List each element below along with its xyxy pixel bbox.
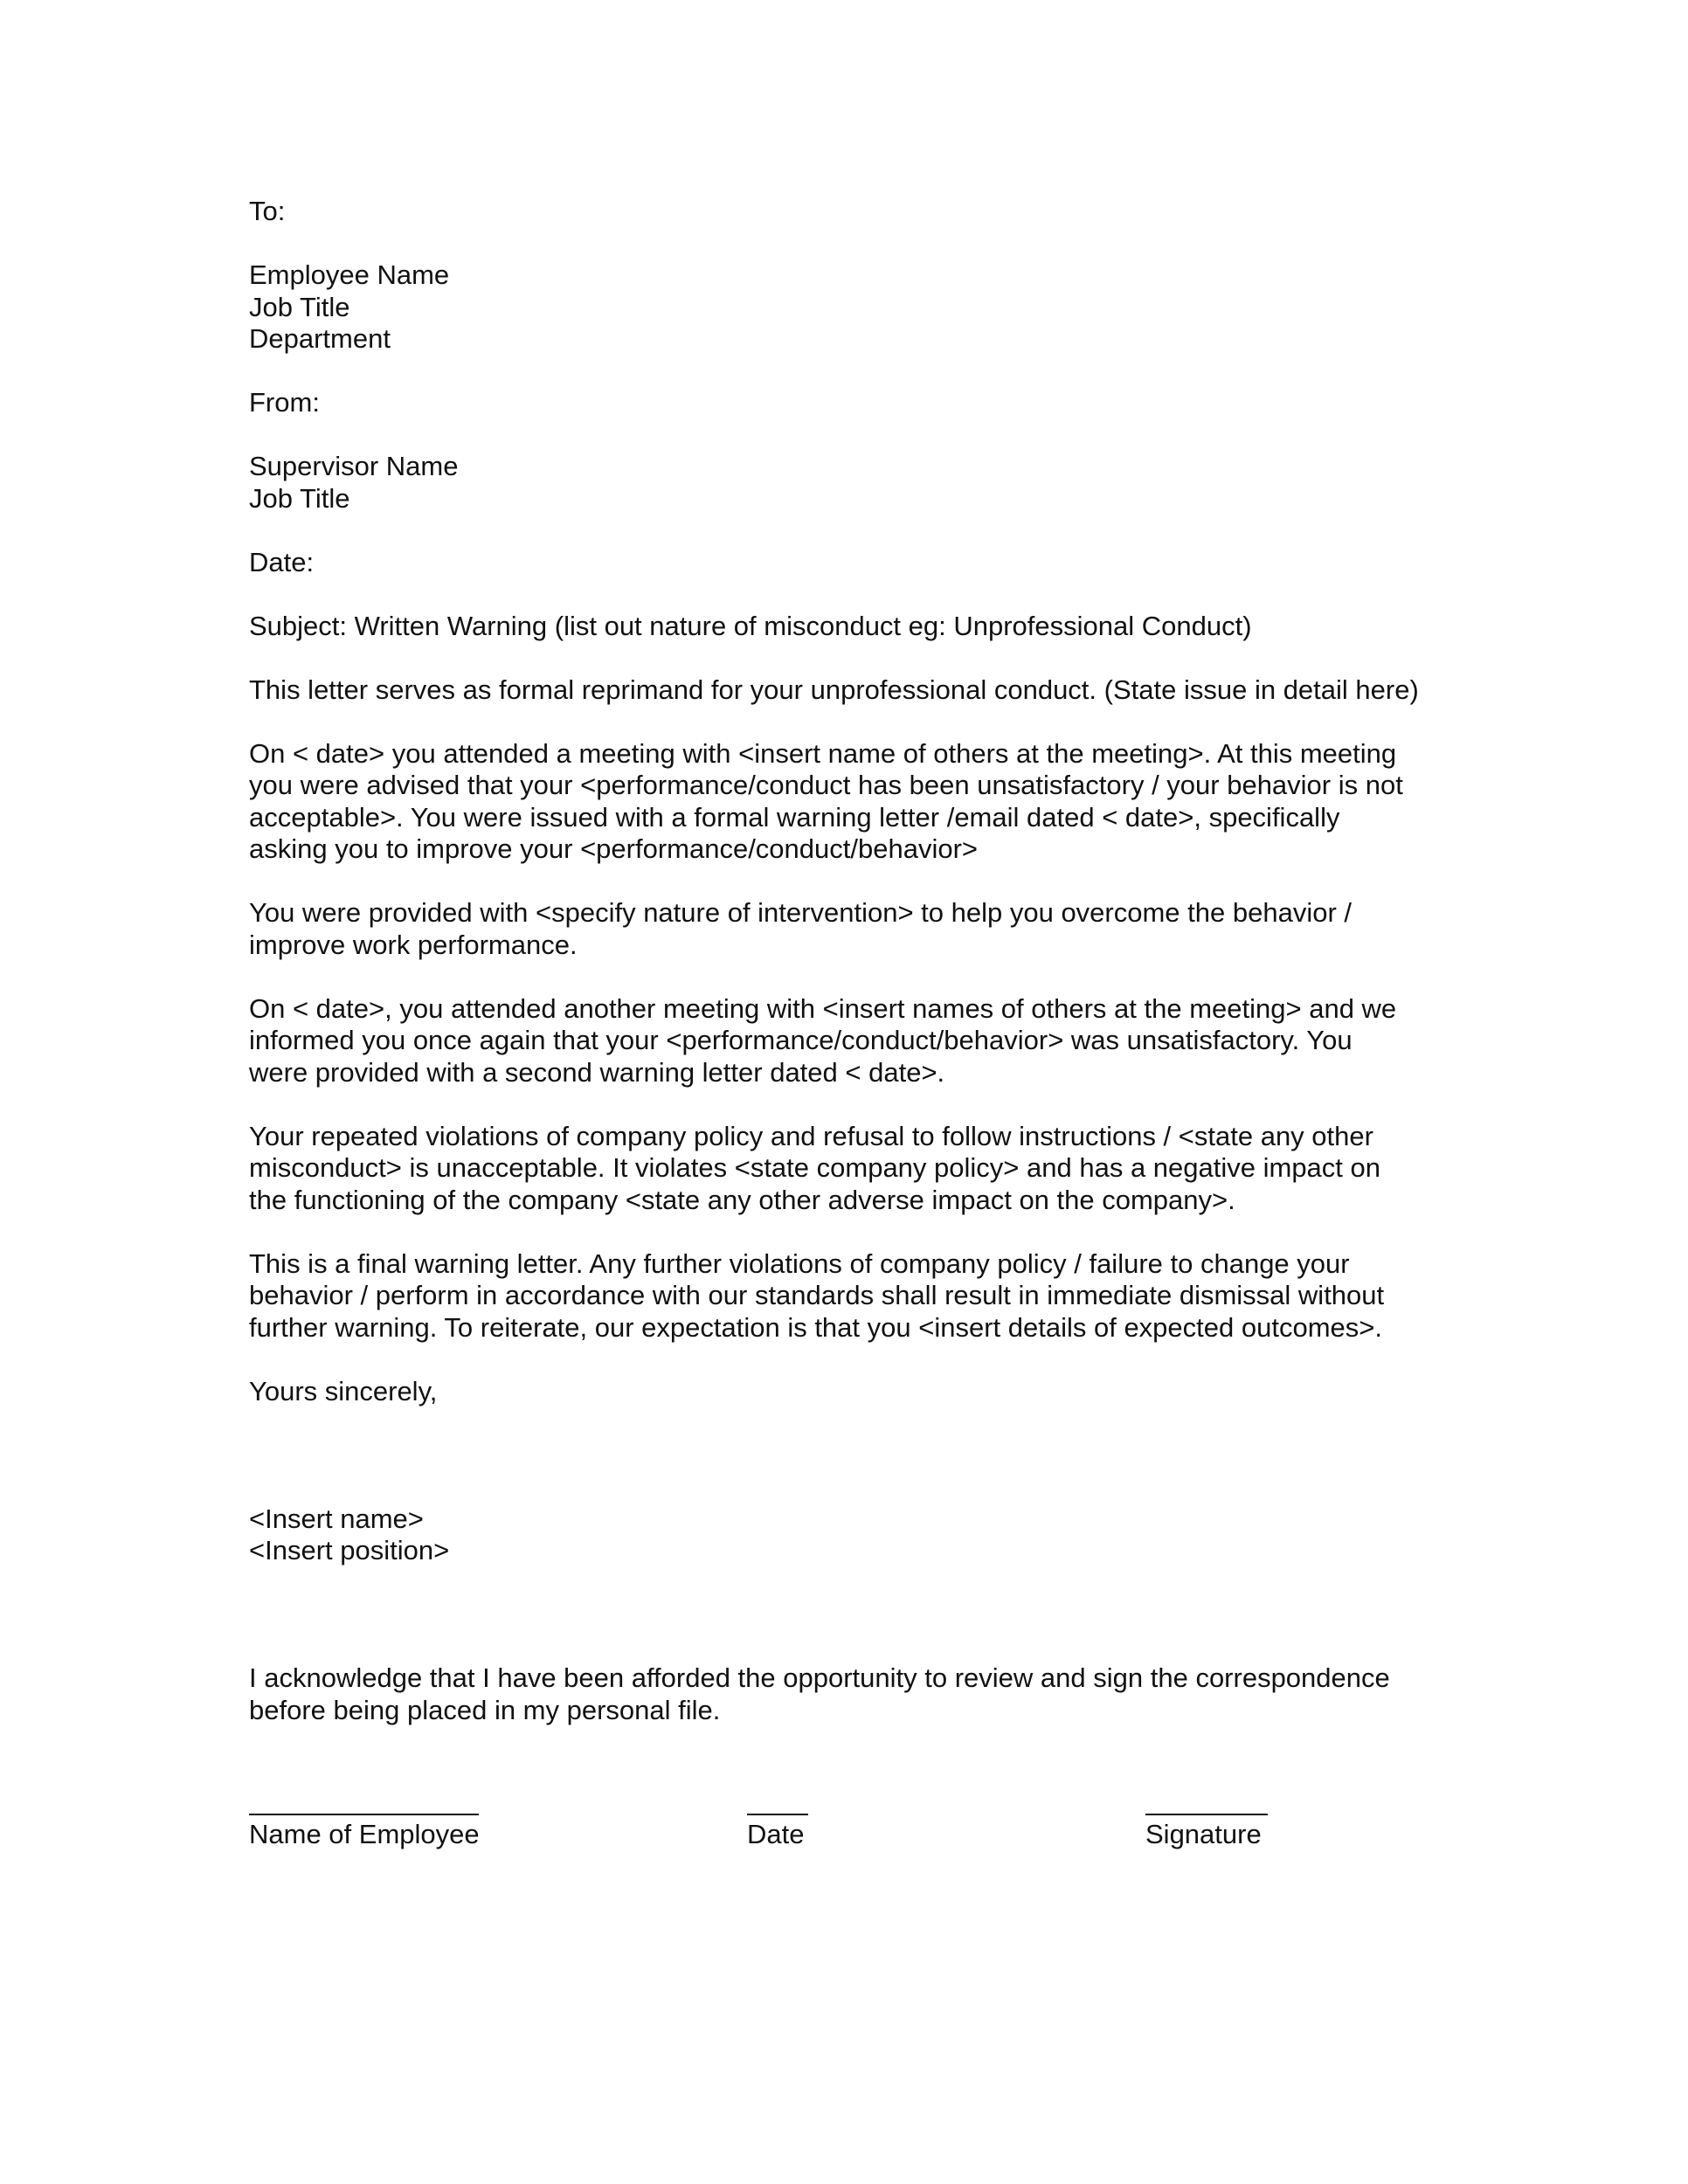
acknowledgement-statement: I acknowledge that I have been afforded the opportunity to review and sign the correspondence before being placed in my personal file.	[249, 1662, 1390, 1725]
to-label: To:	[249, 196, 286, 226]
signatory-name: <Insert name>	[249, 1503, 424, 1534]
employee-name-label: Name of Employee	[249, 1819, 480, 1849]
paragraph-second-meeting: On < date>, you attended another meeting with <insert names of others at the meeting> and we informed you once again that your <performance/conduct/behavior> was unsatisfactory. You were provided with a second warning letter dated < date>.	[249, 992, 1397, 1088]
paragraph-reprimand: This letter serves as formal reprimand for your unprofessional conduct. (State issue in detail here)	[249, 674, 1419, 705]
sender-name: Supervisor Name	[249, 451, 459, 481]
signatory-position: <Insert position>	[249, 1535, 450, 1565]
date-field[interactable]	[747, 1791, 808, 1851]
recipient-department: Department	[249, 323, 391, 354]
date-field-label: Date	[747, 1819, 805, 1849]
sender-job-title: Job Title	[249, 482, 350, 514]
date-label: Date:	[249, 546, 315, 577]
letter-body	[249, 196, 1472, 1726]
date-line[interactable]	[747, 1791, 808, 1815]
employee-name-field[interactable]	[249, 1791, 480, 1851]
paragraph-final-warning: This is a final warning letter. Any further violations of company policy / failure to change your behavior / perform in accordance with our standards shall result in immediate dismissal without further warning. To reiterate, our expectation is that you <insert details of expected outcomes>.	[249, 1248, 1385, 1343]
paragraph-intervention: You were provided with <specify nature of intervention> to help you overcome the behavior / improve work performance.	[249, 897, 1352, 960]
signature-field[interactable]	[1145, 1791, 1268, 1851]
signature-fields	[0, 1791, 1688, 1861]
from-label: From:	[249, 387, 320, 418]
paragraph-first-meeting: On < date> you attended a meeting with <insert name of others at the meeting>. At this meeting you were advised that your <performance/conduct has been unsatisfactory / your behavior is not acceptable>. You were issued with a formal warning letter /email dated < date>, specifically asking you to improve your <performance/conduct/behavior>	[249, 737, 1403, 864]
signature-label: Signature	[1145, 1819, 1262, 1849]
closing: Yours sincerely,	[249, 1375, 438, 1406]
subject-line: Subject: Written Warning (list out nature of misconduct eg: Unprofessional Conduct)	[249, 610, 1252, 641]
paragraph-violations: Your repeated violations of company policy and refusal to follow instructions / <state any other misconduct> is unacceptable. It violates <state company policy> and has a negative impact on the functioning of the company <state any other adverse impact on the company>.	[249, 1120, 1381, 1215]
recipient-name: Employee Name	[249, 259, 450, 290]
signature-line[interactable]	[1145, 1791, 1268, 1815]
employee-name-line[interactable]	[249, 1791, 479, 1815]
recipient-job-title: Job Title	[249, 291, 350, 322]
